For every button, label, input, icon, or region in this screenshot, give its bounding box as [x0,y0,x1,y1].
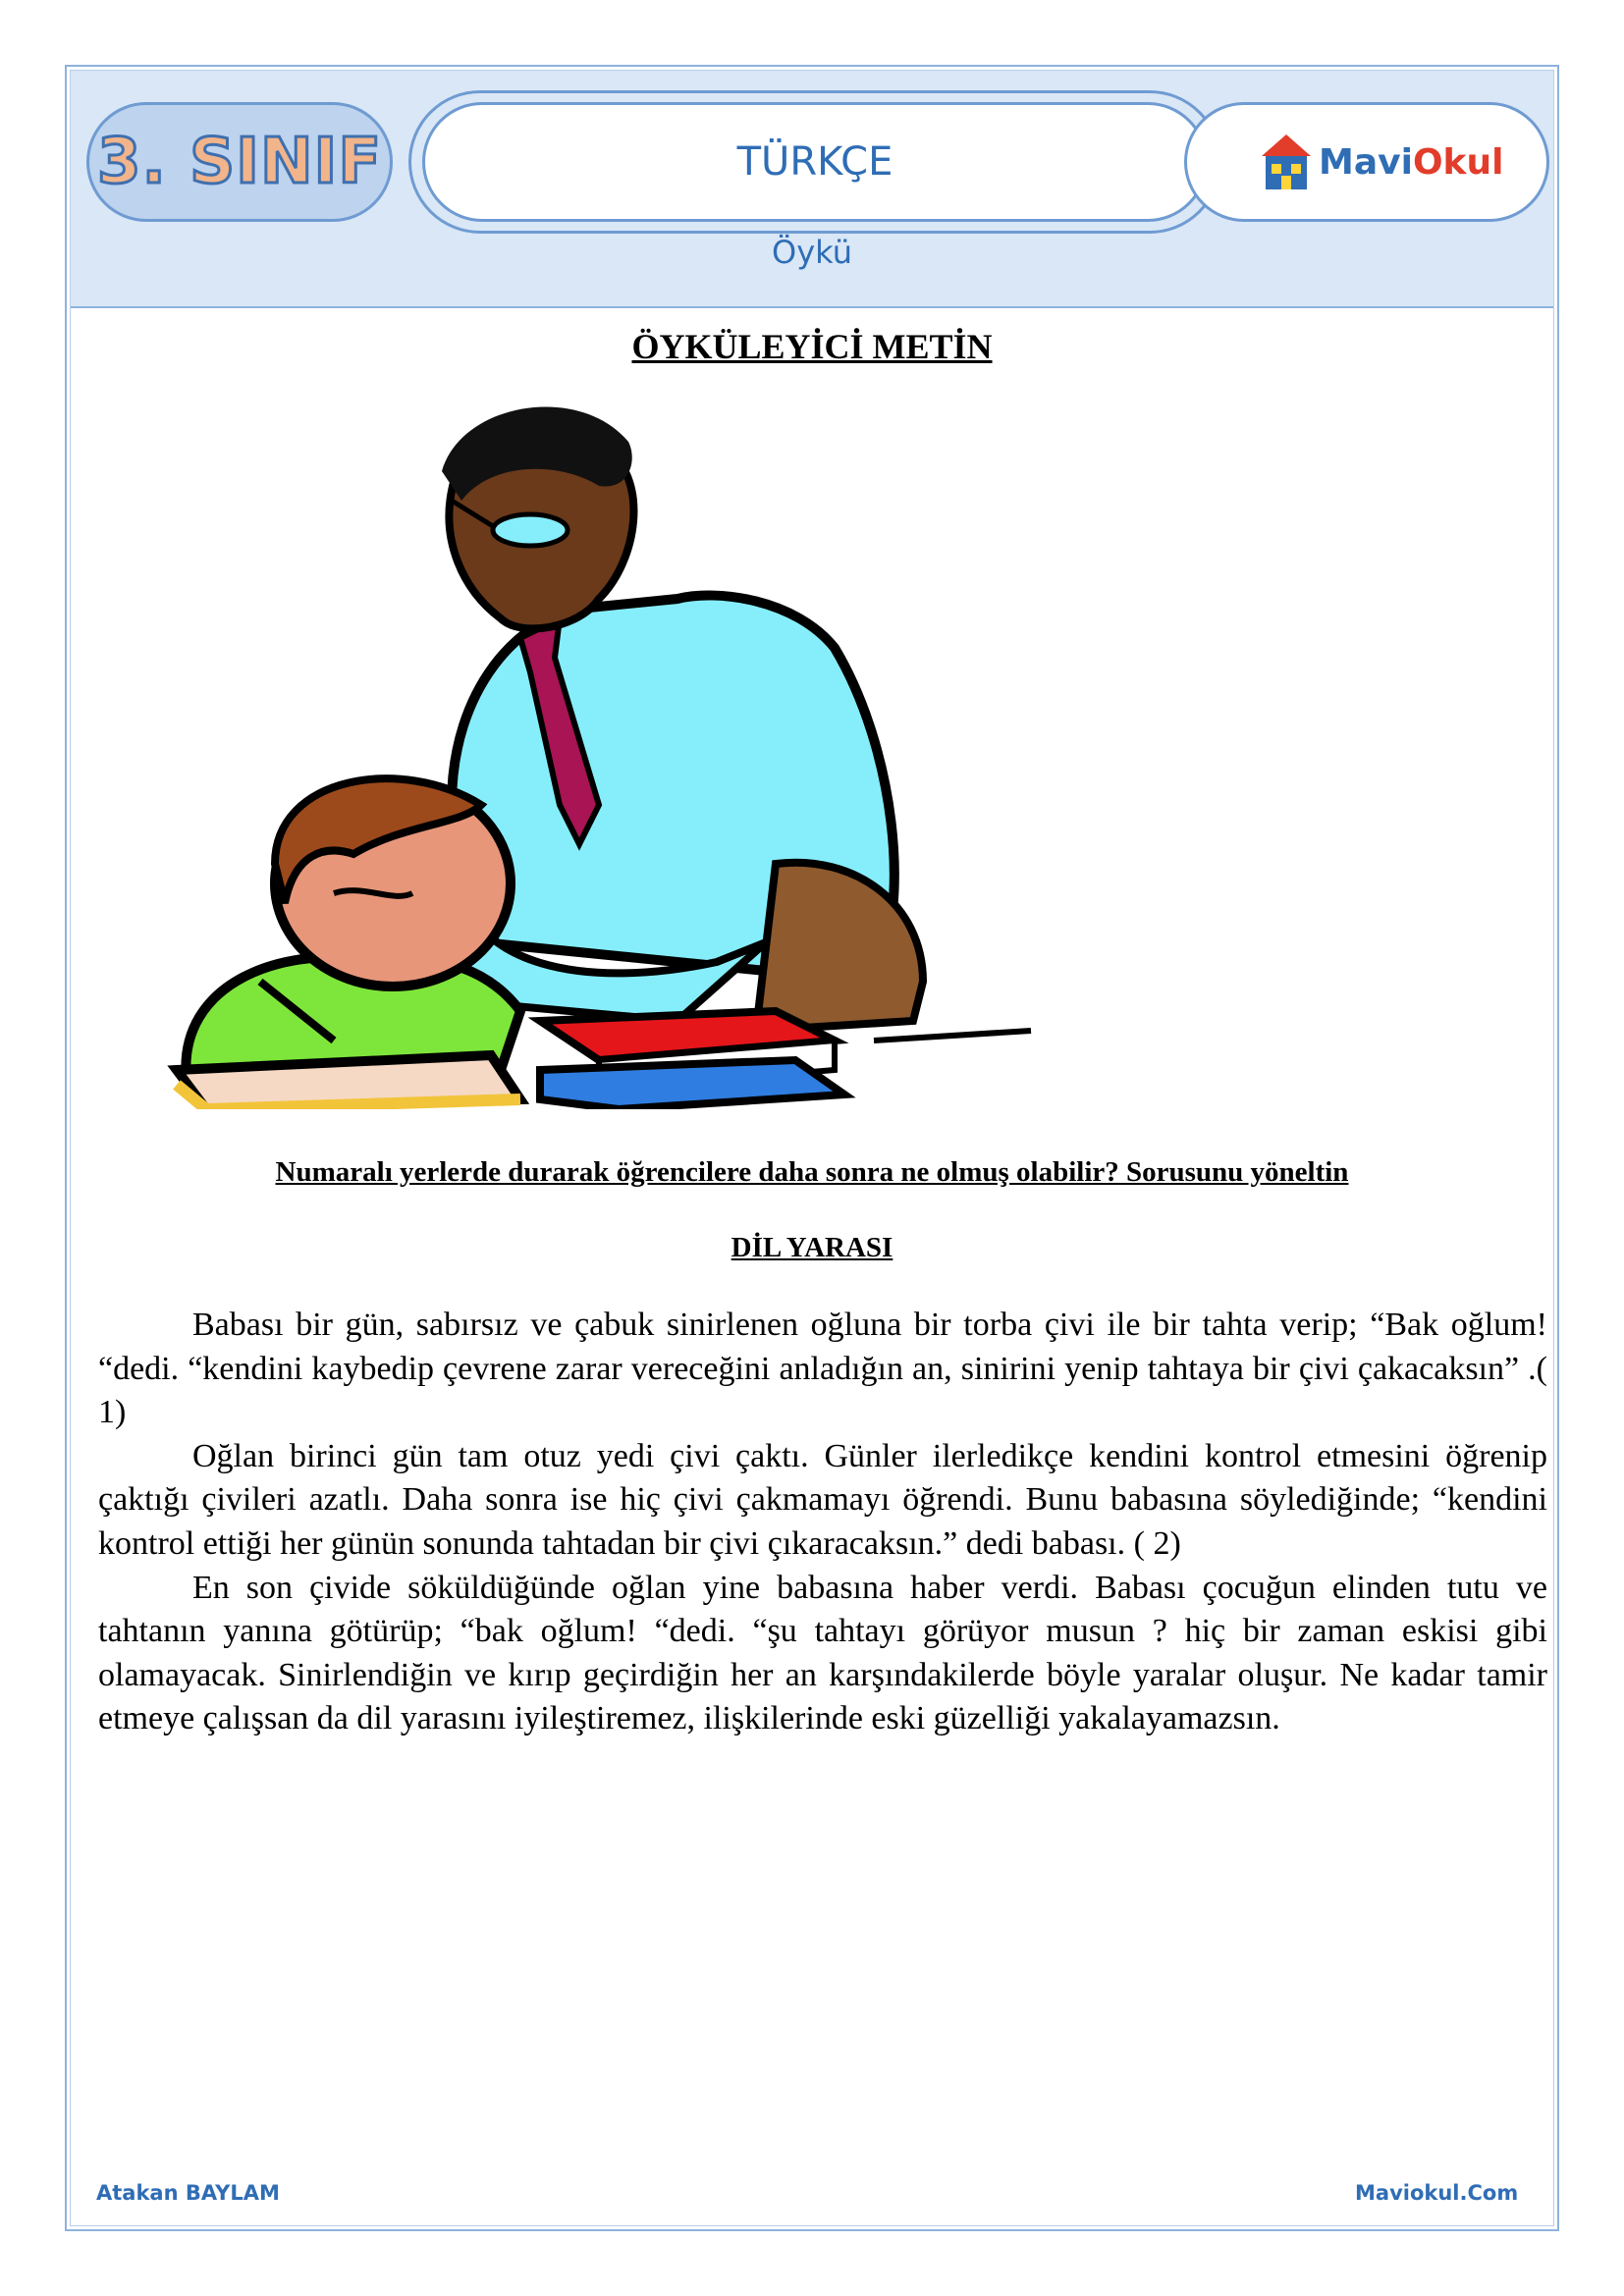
story-paragraph-1: Babası bir gün, sabırsız ve çabuk sinirlenen oğluna bir torba çivi ile bir tahta verip; “Bak oğlum! “dedi. “kendini kaybedip çevrene zarar vereceğini anladığın an, sinirini yenip tahtaya bir çivi çakacaksın” .( 1) [98,1307,1547,1431]
grade-badge [86,102,393,222]
teacher-student-illustration [167,393,1345,1109]
logo-mavi: Mavi [1319,141,1413,183]
story-body [98,1304,1547,1741]
logo-badge [1184,102,1549,222]
footer-author: Atakan BAYLAM [96,2181,280,2205]
story-paragraph-3: En son çivide söküldüğünde oğlan yine babasına haber verdi. Babası çocuğun elinden tutu ve tahtanın yanına götürüp; “bak oğlum! “dedi. “şu tahtayı görüyor musun ? hiç bir zaman eskisi gibi olamayacak. Sinirlendiğin ve kırıp geçirdiğin her an karşındakilerde böyle yaralar oluşur. Ne kadar tamir etmeye çalışsan da dil yarasını iyileştiremez, ilişkilerinde eski güzelliği yakalayamazsın. [98,1569,1547,1737]
subject-label: TÜRKÇE [736,139,893,185]
grade-label: 3. SINIF [96,126,383,198]
logo-wordmark [1319,142,1503,183]
house-icon [1260,133,1313,191]
footer-site: Maviokul.Com [1355,2181,1519,2205]
story-paragraph-2: Oğlan birinci gün tam otuz yedi çivi çaktı. Günler ilerledikçe kendini kontrol etmesini öğrenip çaktığı çivileri azatlı. Daha sonra ise hiç çivi çakmamayı öğrendi. Bunu babasına söylediğinde; “kendini kontrol ettiği her günün sonunda tahtadan bir çivi çıkaracaksın.” dedi babası. ( 2) [98,1437,1547,1562]
instruction-text: Numaralı yerlerde durarak öğrencilere daha sonra ne olmuş olabilir? Sorusunu yöneltin [275,1156,1349,1188]
topic-label: Öykü [772,234,852,271]
logo-okul: Okul [1412,141,1504,183]
document-title: ÖYKÜLEYİCİ METİN [631,327,993,366]
subject-badge [422,102,1208,222]
story-title: DİL YARASI [731,1232,893,1263]
